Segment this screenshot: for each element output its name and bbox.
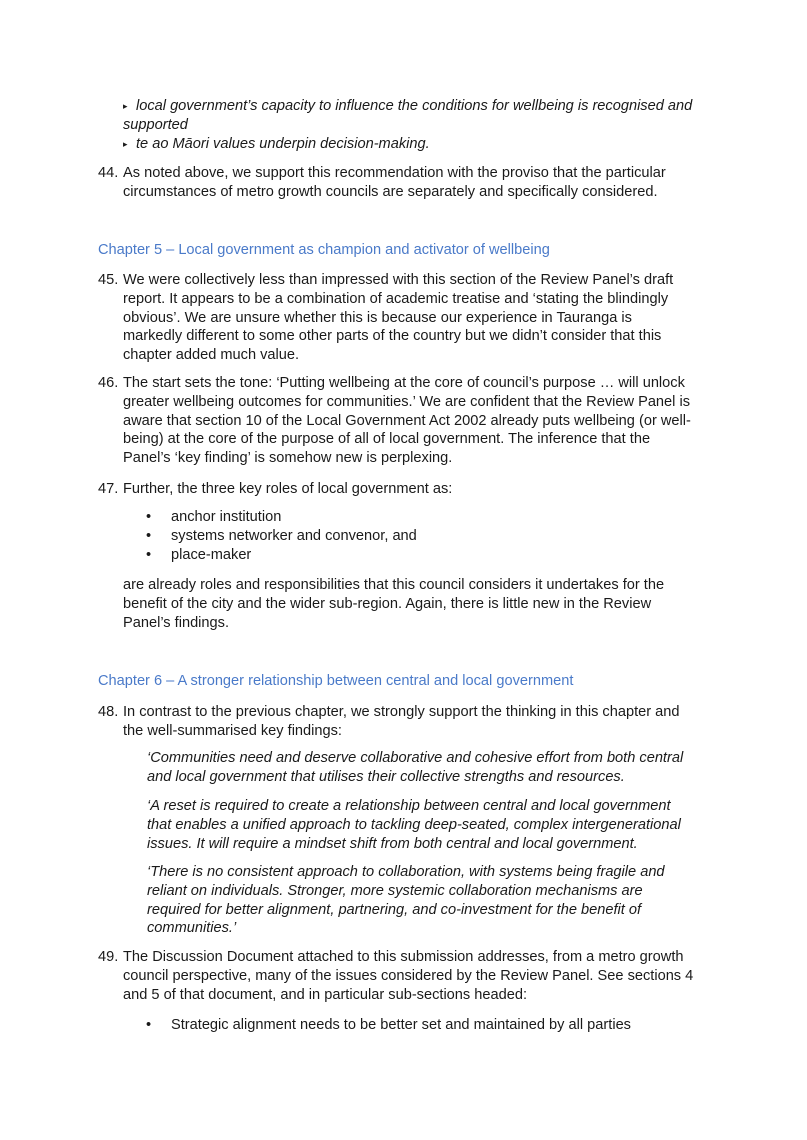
paragraph-49: The Discussion Document attached to this submission addresses, from a metro growth council perspective, many of the issues considered by the Review Panel. See sections 4 and 5 of that document, and in particular sub-sections headed: [123, 949, 694, 1003]
paragraph-number: 46. [98, 375, 119, 391]
bullet-icon: • [146, 509, 152, 525]
bullet-item: place-maker [171, 547, 252, 563]
bullet-icon: • [146, 528, 152, 544]
intro-list-item: ▸ te ao Māori values underpin decision-making. [123, 135, 430, 152]
intro-list-item: ▸ local government’s capacity to influence the conditions for wellbeing is recognised and [123, 98, 693, 114]
bullet-icon: • [146, 547, 152, 563]
paragraph-46: The start sets the tone: ‘Putting wellbeing at the core of council’s purpose … will unlock greater wellbeing outcomes for communities.’ We are confident that the Review Panel is aware that section 10 of the Local Government Act 2002 already puts wellbeing (or well- being) at the core of the purpose of all of local government. The inference that the Panel’s ‘key finding’ is somehow new is perplexing. [123, 375, 691, 467]
key-finding-quote: ‘A reset is required to create a relationship between central and local government that enables a unified approach to tackling deep-seated, complex intergenerational issues. It will require a mindset shift from both central and local government. [147, 798, 681, 852]
paragraph-number: 49. [98, 949, 119, 965]
bullet-item: Strategic alignment needs to be better set and maintained by all parties [171, 1017, 631, 1033]
paragraph-number: 48. [98, 704, 119, 720]
triangle-bullet-icon: ▸ [123, 138, 128, 149]
paragraph-47-follow: are already roles and responsibilities that this council considers it undertakes for the benefit of the city and the wider sub-region. Again, there is little new in the Review Panel’s findings. [123, 577, 665, 631]
triangle-bullet-icon: ▸ [123, 101, 128, 111]
bullet-item: anchor institution [171, 509, 282, 525]
paragraph-45: We were collectively less than impressed with this section of the Review Panel’s draft report. It appears to be a combination of academic treatise and ‘stating the blindingly obvious’. We are unsure whether this is because our experience in Tauranga is markedly different to some other parts of the country but we didn’t consider that this chapter added much value. [123, 272, 674, 364]
key-finding-quote: ‘Communities need and deserve collaborative and cohesive effort from both central and local government that utilises their collective strengths and resources. [147, 750, 684, 785]
bullet-item: systems networker and convenor, and [171, 528, 417, 544]
paragraph-number: 44. [98, 165, 119, 181]
chapter-5-heading: Chapter 5 – Local government as champion and activator of wellbeing [98, 242, 550, 258]
paragraph-47-intro: Further, the three key roles of local government as: [123, 481, 453, 497]
paragraph-44: As noted above, we support this recommendation with the proviso that the particular circumstances of metro growth councils are separately and specifically considered. [123, 165, 666, 200]
paragraph-number: 47. [98, 481, 119, 497]
bullet-icon: • [146, 1017, 152, 1033]
paragraph-number: 45. [98, 272, 119, 288]
intro-list [123, 97, 743, 153]
key-finding-quote: ‘There is no consistent approach to collaboration, with systems being fragile and reliant on individuals. Stronger, more systemic collaboration mechanisms are required for better alignment, partnering, and co-investment for the benefit of communities.’ [147, 864, 665, 937]
intro-list-item-continuation: supported [123, 116, 188, 133]
paragraph-48: In contrast to the previous chapter, we strongly support the thinking in this chapter and the well-summarised key findings: [123, 704, 680, 739]
chapter-6-heading: Chapter 6 – A stronger relationship between central and local government [98, 673, 574, 689]
